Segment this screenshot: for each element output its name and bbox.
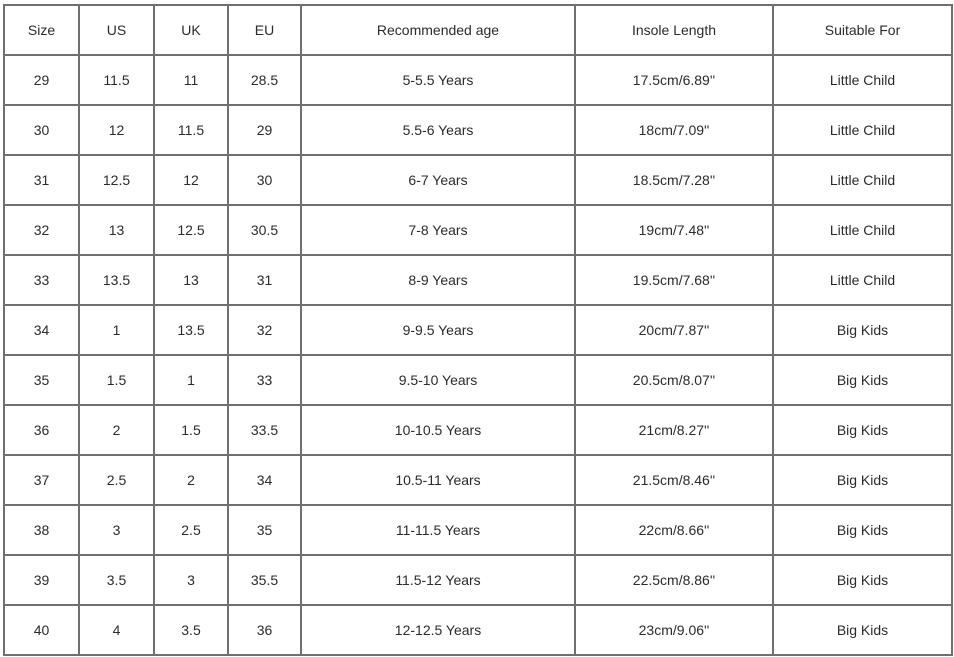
cell-suitable-for: Little Child	[773, 155, 952, 205]
cell-us: 4	[79, 605, 154, 655]
cell-insole-length: 18cm/7.09''	[575, 105, 773, 155]
size-chart-table	[3, 4, 953, 656]
cell-insole-length: 22.5cm/8.86''	[575, 555, 773, 605]
cell-size: 30	[4, 105, 79, 155]
cell-size: 39	[4, 555, 79, 605]
cell-suitable-for: Big Kids	[773, 455, 952, 505]
cell-uk: 3	[154, 555, 228, 605]
table-row	[4, 455, 952, 505]
table-row	[4, 405, 952, 455]
cell-eu: 34	[228, 455, 301, 505]
cell-insole-length: 23cm/9.06''	[575, 605, 773, 655]
table-row	[4, 505, 952, 555]
cell-us: 3.5	[79, 555, 154, 605]
cell-uk: 2	[154, 455, 228, 505]
cell-size: 29	[4, 55, 79, 105]
cell-insole-length: 20.5cm/8.07''	[575, 355, 773, 405]
cell-suitable-for: Big Kids	[773, 405, 952, 455]
header-recommended-age: Recommended age	[301, 5, 575, 55]
cell-recommended-age: 9.5-10 Years	[301, 355, 575, 405]
cell-recommended-age: 11.5-12 Years	[301, 555, 575, 605]
cell-recommended-age: 9-9.5 Years	[301, 305, 575, 355]
cell-insole-length: 18.5cm/7.28''	[575, 155, 773, 205]
cell-suitable-for: Big Kids	[773, 305, 952, 355]
cell-recommended-age: 10.5-11 Years	[301, 455, 575, 505]
cell-recommended-age: 7-8 Years	[301, 205, 575, 255]
table-row	[4, 555, 952, 605]
cell-eu: 31	[228, 255, 301, 305]
cell-size: 32	[4, 205, 79, 255]
cell-uk: 13	[154, 255, 228, 305]
cell-eu: 30	[228, 155, 301, 205]
cell-uk: 12	[154, 155, 228, 205]
cell-recommended-age: 8-9 Years	[301, 255, 575, 305]
header-row	[4, 5, 952, 55]
cell-insole-length: 17.5cm/6.89''	[575, 55, 773, 105]
cell-suitable-for: Big Kids	[773, 605, 952, 655]
cell-eu: 36	[228, 605, 301, 655]
header-size: Size	[4, 5, 79, 55]
cell-size: 36	[4, 405, 79, 455]
table-row	[4, 305, 952, 355]
cell-uk: 1	[154, 355, 228, 405]
cell-uk: 11.5	[154, 105, 228, 155]
cell-eu: 29	[228, 105, 301, 155]
cell-size: 31	[4, 155, 79, 205]
cell-recommended-age: 12-12.5 Years	[301, 605, 575, 655]
cell-uk: 1.5	[154, 405, 228, 455]
table-body	[4, 55, 952, 655]
cell-us: 3	[79, 505, 154, 555]
cell-eu: 35.5	[228, 555, 301, 605]
cell-insole-length: 20cm/7.87''	[575, 305, 773, 355]
table-row	[4, 205, 952, 255]
cell-recommended-age: 6-7 Years	[301, 155, 575, 205]
cell-us: 12	[79, 105, 154, 155]
cell-size: 35	[4, 355, 79, 405]
cell-recommended-age: 11-11.5 Years	[301, 505, 575, 555]
cell-us: 13	[79, 205, 154, 255]
cell-insole-length: 22cm/8.66''	[575, 505, 773, 555]
cell-insole-length: 21cm/8.27''	[575, 405, 773, 455]
header-insole-length: Insole Length	[575, 5, 773, 55]
table-row	[4, 605, 952, 655]
cell-uk: 3.5	[154, 605, 228, 655]
cell-suitable-for: Big Kids	[773, 555, 952, 605]
cell-size: 33	[4, 255, 79, 305]
cell-suitable-for: Little Child	[773, 255, 952, 305]
table-row	[4, 105, 952, 155]
cell-suitable-for: Little Child	[773, 205, 952, 255]
cell-uk: 11	[154, 55, 228, 105]
cell-us: 13.5	[79, 255, 154, 305]
header-eu: EU	[228, 5, 301, 55]
cell-us: 2.5	[79, 455, 154, 505]
cell-suitable-for: Big Kids	[773, 355, 952, 405]
cell-insole-length: 21.5cm/8.46''	[575, 455, 773, 505]
table-row	[4, 355, 952, 405]
cell-eu: 33	[228, 355, 301, 405]
cell-size: 37	[4, 455, 79, 505]
cell-us: 1.5	[79, 355, 154, 405]
cell-insole-length: 19cm/7.48''	[575, 205, 773, 255]
cell-suitable-for: Big Kids	[773, 505, 952, 555]
cell-uk: 12.5	[154, 205, 228, 255]
header-suitable-for: Suitable For	[773, 5, 952, 55]
cell-us: 2	[79, 405, 154, 455]
cell-insole-length: 19.5cm/7.68''	[575, 255, 773, 305]
table-header	[4, 5, 952, 55]
table-row	[4, 55, 952, 105]
cell-size: 34	[4, 305, 79, 355]
cell-recommended-age: 5.5-6 Years	[301, 105, 575, 155]
cell-size: 38	[4, 505, 79, 555]
table-row	[4, 155, 952, 205]
cell-eu: 28.5	[228, 55, 301, 105]
cell-recommended-age: 10-10.5 Years	[301, 405, 575, 455]
header-us: US	[79, 5, 154, 55]
cell-suitable-for: Little Child	[773, 55, 952, 105]
cell-eu: 30.5	[228, 205, 301, 255]
cell-uk: 13.5	[154, 305, 228, 355]
table-row	[4, 255, 952, 305]
cell-uk: 2.5	[154, 505, 228, 555]
cell-us: 1	[79, 305, 154, 355]
cell-eu: 33.5	[228, 405, 301, 455]
cell-suitable-for: Little Child	[773, 105, 952, 155]
cell-us: 11.5	[79, 55, 154, 105]
cell-size: 40	[4, 605, 79, 655]
cell-eu: 35	[228, 505, 301, 555]
cell-recommended-age: 5-5.5 Years	[301, 55, 575, 105]
cell-us: 12.5	[79, 155, 154, 205]
header-uk: UK	[154, 5, 228, 55]
cell-eu: 32	[228, 305, 301, 355]
